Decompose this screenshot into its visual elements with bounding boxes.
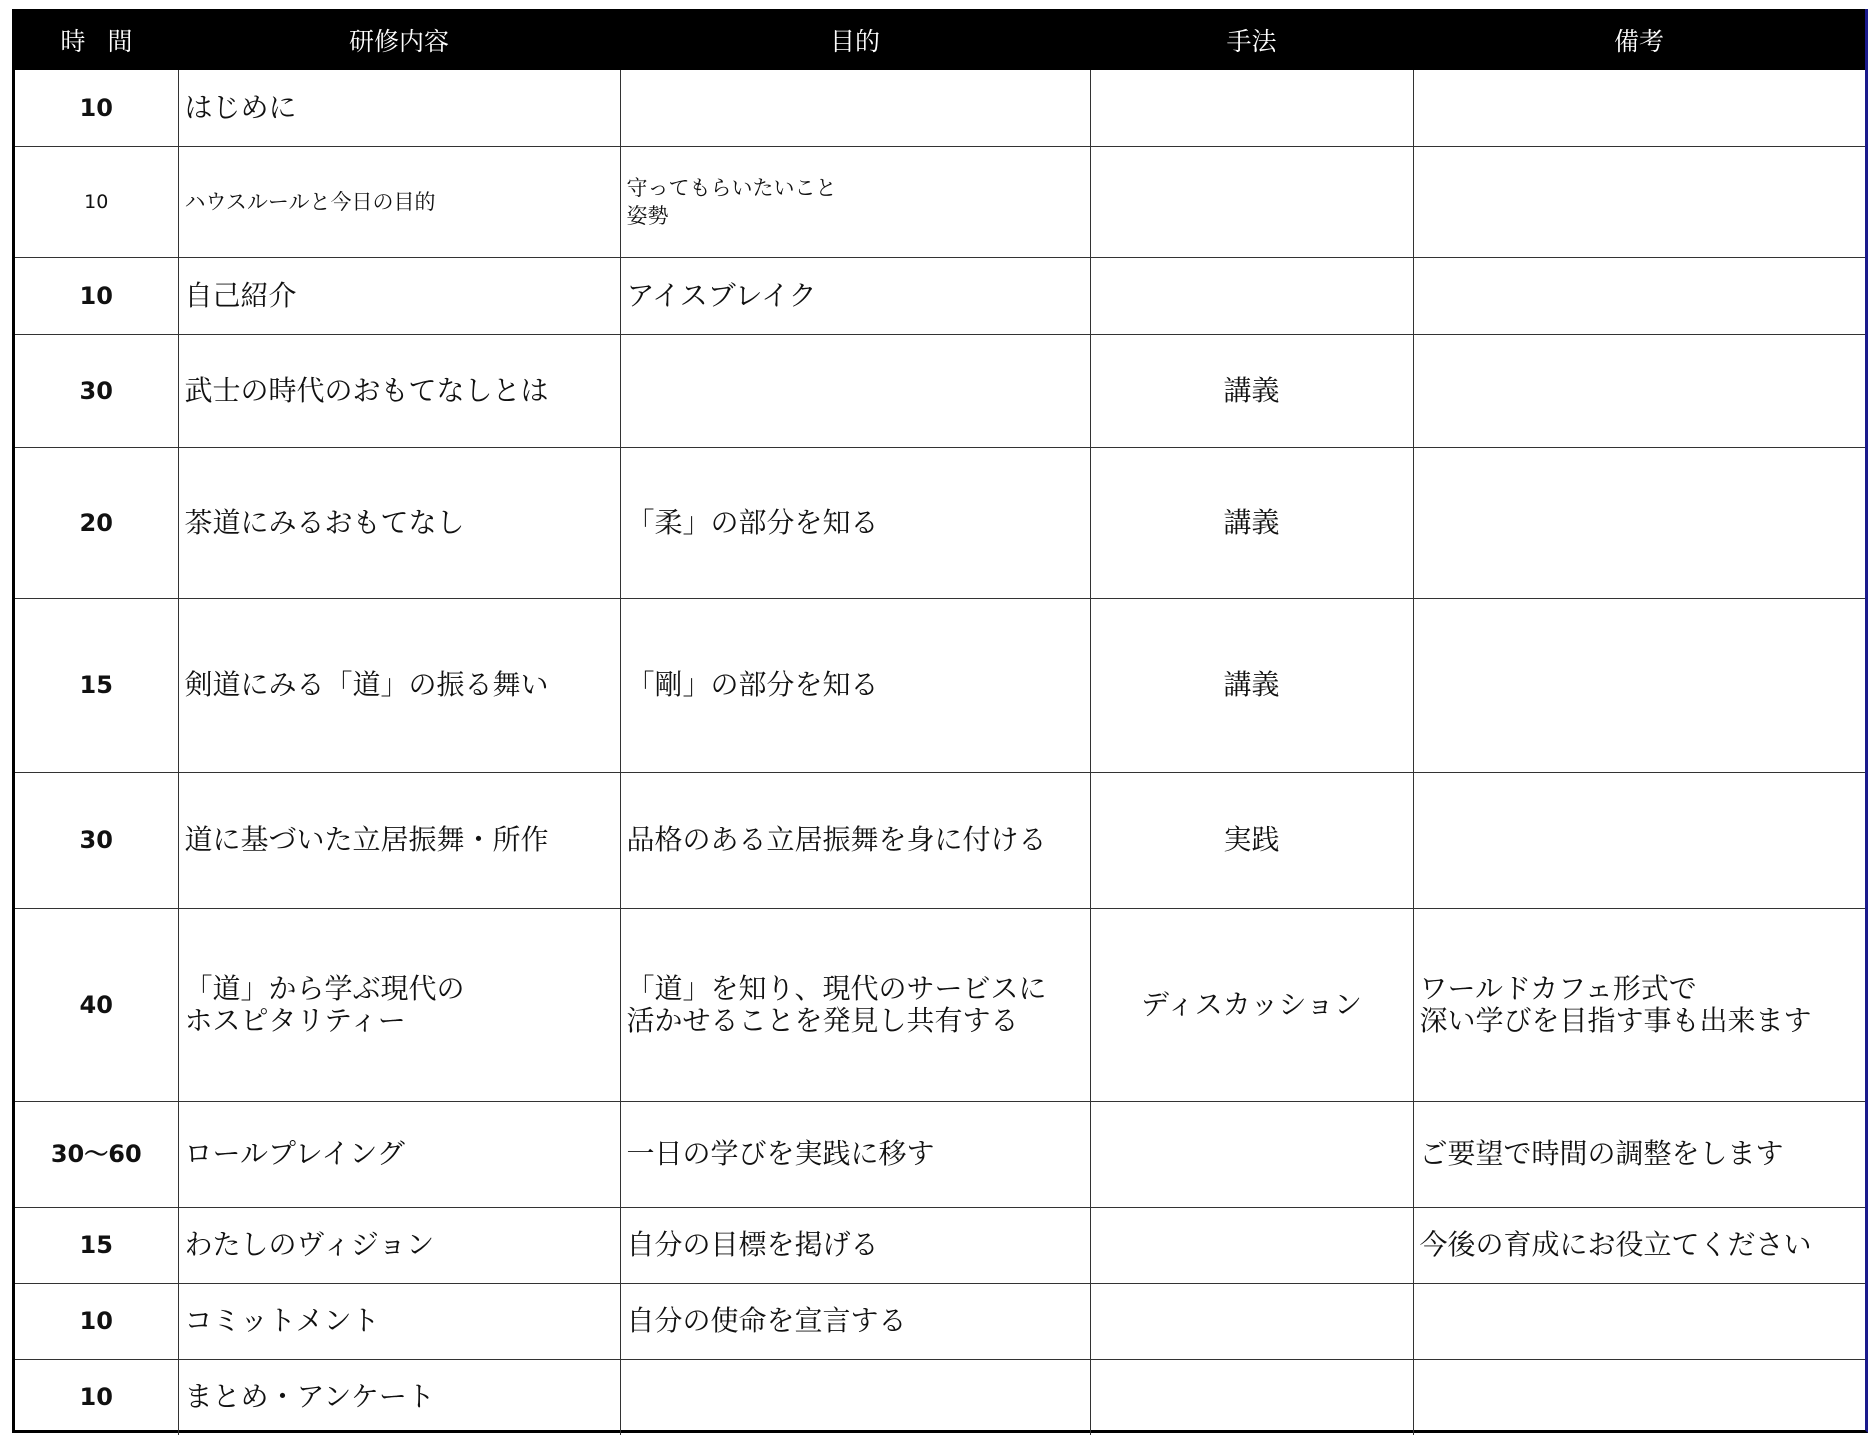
table-row	[15, 772, 1865, 908]
notes-cell	[1413, 334, 1865, 447]
header-row	[15, 9, 1865, 70]
method-cell	[1090, 146, 1413, 257]
method-cell: 講義	[1090, 334, 1413, 447]
header-method: 手法	[1090, 9, 1413, 70]
notes-cell	[1413, 257, 1865, 334]
header-purpose: 目的	[620, 9, 1090, 70]
notes-cell	[1413, 1359, 1865, 1435]
purpose-cell: アイスブレイク	[620, 257, 1090, 334]
header-notes: 備考	[1413, 9, 1865, 70]
time-cell: 40	[15, 908, 178, 1101]
time-cell: 30〜60	[15, 1101, 178, 1207]
time-cell: 10	[15, 1359, 178, 1435]
schedule-sheet	[12, 9, 1868, 1433]
method-cell: 講義	[1090, 447, 1413, 598]
table-row	[15, 598, 1865, 772]
header-time: 時間	[15, 9, 178, 70]
content-cell: 自己紹介	[178, 257, 620, 334]
method-cell	[1090, 1101, 1413, 1207]
notes-cell	[1413, 70, 1865, 146]
notes-cell	[1413, 447, 1865, 598]
table-row	[15, 1359, 1865, 1435]
method-cell	[1090, 1283, 1413, 1359]
table-row	[15, 1283, 1865, 1359]
method-cell: ディスカッション	[1090, 908, 1413, 1101]
notes-cell	[1413, 1283, 1865, 1359]
training-schedule-table	[15, 9, 1865, 1435]
content-cell: ロールプレイング	[178, 1101, 620, 1207]
purpose-cell	[620, 334, 1090, 447]
time-cell: 20	[15, 447, 178, 598]
table-row	[15, 70, 1865, 146]
purpose-cell: 自分の目標を掲げる	[620, 1207, 1090, 1283]
table-row	[15, 908, 1865, 1101]
notes-cell: 今後の育成にお役立てください	[1413, 1207, 1865, 1283]
purpose-cell	[620, 1359, 1090, 1435]
purpose-cell: 「道」を知り、現代のサービスに 活かせることを発見し共有する	[620, 908, 1090, 1101]
content-cell: わたしのヴィジョン	[178, 1207, 620, 1283]
time-cell: 10	[15, 146, 178, 257]
purpose-cell	[620, 70, 1090, 146]
content-cell: 茶道にみるおもてなし	[178, 447, 620, 598]
time-cell: 10	[15, 70, 178, 146]
method-cell	[1090, 70, 1413, 146]
purpose-cell: 品格のある立居振舞を身に付ける	[620, 772, 1090, 908]
notes-cell	[1413, 146, 1865, 257]
time-cell: 15	[15, 598, 178, 772]
time-cell: 10	[15, 1283, 178, 1359]
purpose-cell: 一日の学びを実践に移す	[620, 1101, 1090, 1207]
purpose-cell: 「剛」の部分を知る	[620, 598, 1090, 772]
table-row	[15, 447, 1865, 598]
table-row	[15, 257, 1865, 334]
table-row	[15, 1207, 1865, 1283]
content-cell: まとめ・アンケート	[178, 1359, 620, 1435]
purpose-cell: 自分の使命を宣言する	[620, 1283, 1090, 1359]
content-cell: 剣道にみる「道」の振る舞い	[178, 598, 620, 772]
table-row	[15, 146, 1865, 257]
content-cell: 道に基づいた立居振舞・所作	[178, 772, 620, 908]
time-cell: 15	[15, 1207, 178, 1283]
table-row	[15, 334, 1865, 447]
notes-cell: ご要望で時間の調整をします	[1413, 1101, 1865, 1207]
notes-cell	[1413, 772, 1865, 908]
content-cell: ハウスルールと今日の目的	[178, 146, 620, 257]
time-cell: 30	[15, 334, 178, 447]
table-row	[15, 1101, 1865, 1207]
purpose-cell: 「柔」の部分を知る	[620, 447, 1090, 598]
content-cell: はじめに	[178, 70, 620, 146]
header-content: 研修内容	[178, 9, 620, 70]
method-cell: 実践	[1090, 772, 1413, 908]
method-cell	[1090, 257, 1413, 334]
time-cell: 10	[15, 257, 178, 334]
notes-cell: ワールドカフェ形式で 深い学びを目指す事も出来ます	[1413, 908, 1865, 1101]
content-cell: 「道」から学ぶ現代の ホスピタリティー	[178, 908, 620, 1101]
method-cell: 講義	[1090, 598, 1413, 772]
purpose-cell: 守ってもらいたいこと 姿勢	[620, 146, 1090, 257]
content-cell: コミットメント	[178, 1283, 620, 1359]
content-cell: 武士の時代のおもてなしとは	[178, 334, 620, 447]
method-cell	[1090, 1207, 1413, 1283]
time-cell: 30	[15, 772, 178, 908]
notes-cell	[1413, 598, 1865, 772]
method-cell	[1090, 1359, 1413, 1435]
